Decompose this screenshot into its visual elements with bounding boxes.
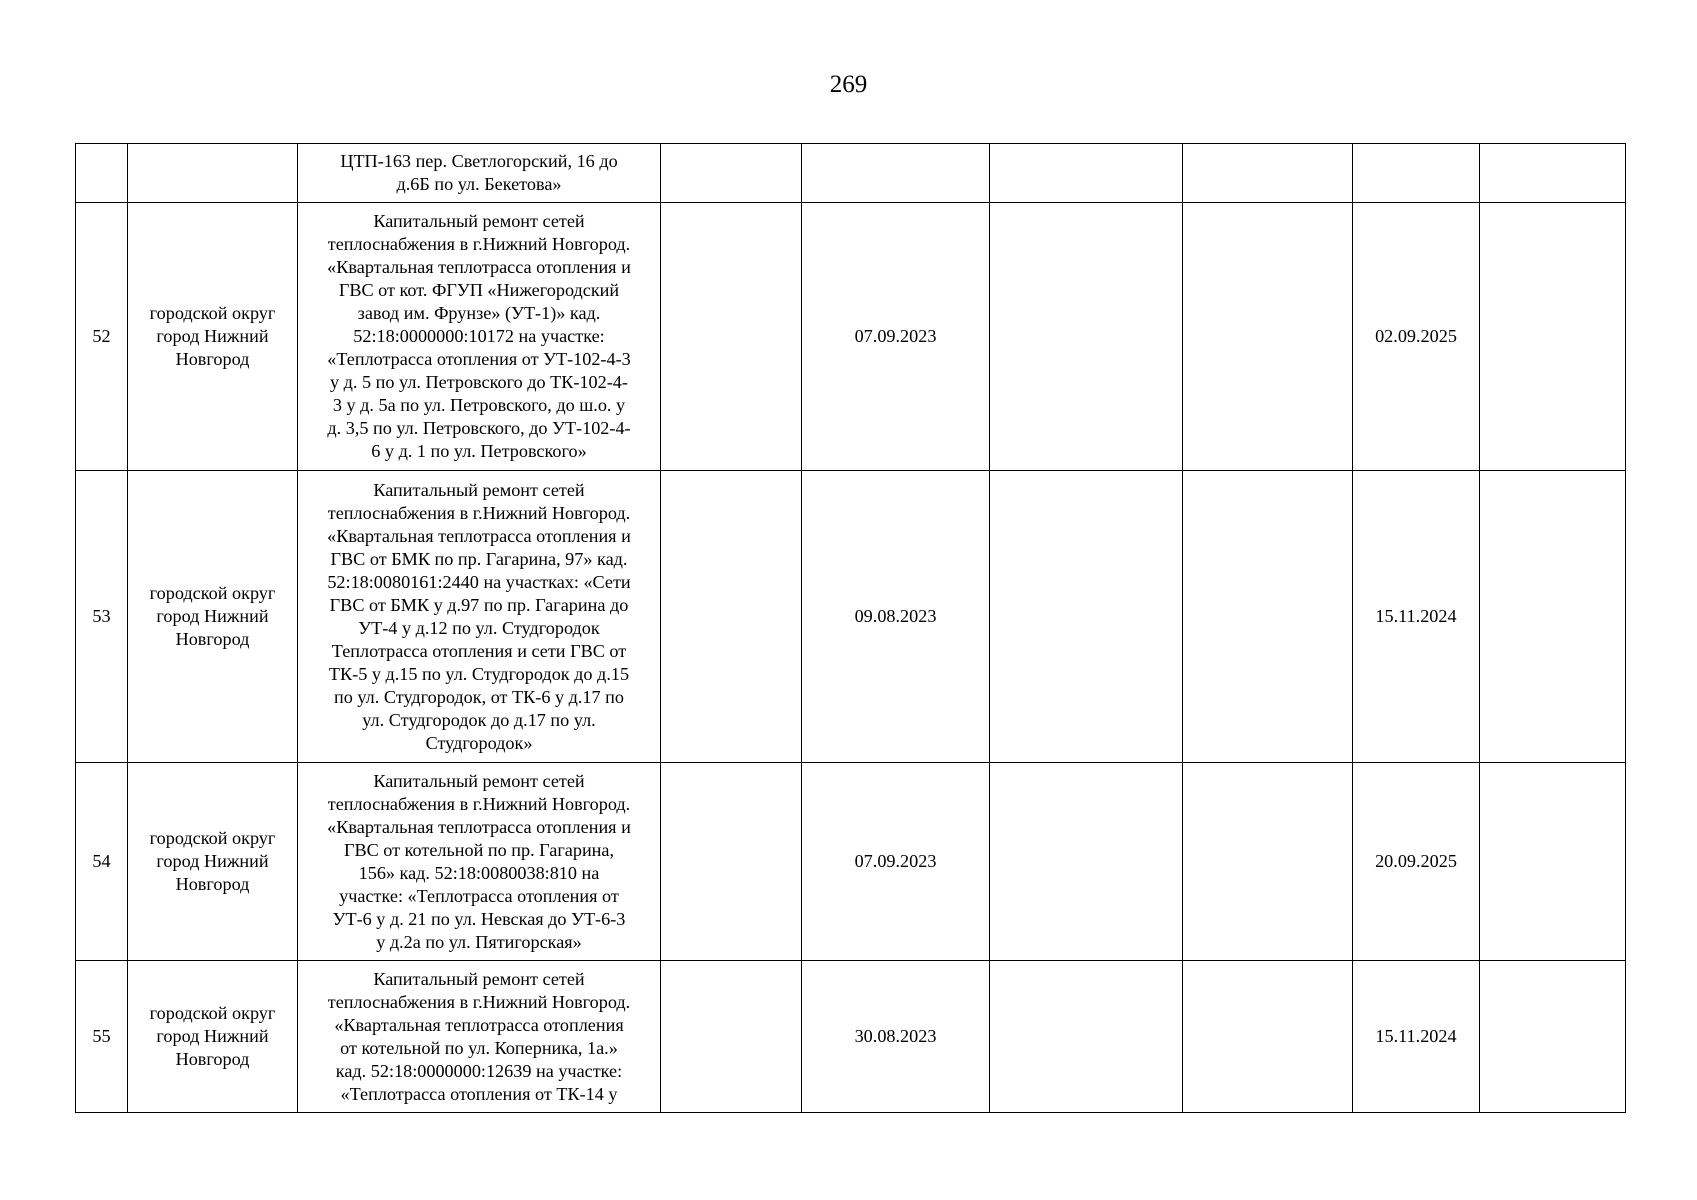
end-date-cell: 15.11.2024 [1353, 471, 1480, 763]
work-description-cell: Капитальный ремонт сетей теплоснабжения в г.Нижний Новгород. «Квартальная теплотрасса отопления и ГВС от котельной по пр. Гагарина, 156» кад. 52:18:0080038:810 на участке: «Теплотрасса отопления от УТ-6 у д. 21 по ул. Невская до УТ-6-3 у д.2а по ул. Пятигорская» [298, 763, 661, 961]
table-row [76, 471, 1626, 763]
start-date-cell: 07.09.2023 [802, 203, 990, 471]
end-date-cell: 02.09.2025 [1353, 203, 1480, 471]
empty-cell [990, 471, 1183, 763]
work-description-cell: ЦТП-163 пер. Светлогорский, 16 до д.6Б по ул. Бекетова» [298, 144, 661, 203]
row-number-cell: 54 [76, 763, 128, 961]
row-number-cell: 55 [76, 961, 128, 1113]
empty-cell [661, 763, 802, 961]
empty-cell [1480, 763, 1626, 961]
empty-cell [1480, 961, 1626, 1113]
empty-cell [1183, 203, 1353, 471]
empty-cell [1183, 961, 1353, 1113]
municipality-cell: городской округ город Нижний Новгород [128, 203, 298, 471]
municipality-cell: городской округ город Нижний Новгород [128, 471, 298, 763]
empty-cell [661, 471, 802, 763]
works-table [75, 143, 1626, 1113]
empty-cell [1480, 471, 1626, 763]
work-description-cell: Капитальный ремонт сетей теплоснабжения в г.Нижний Новгород. «Квартальная теплотрасса отопления и ГВС от БМК по пр. Гагарина, 97» кад. 52:18:0080161:2440 на участках: «Сети ГВС от БМК у д.97 по пр. Гагарина до УТ-4 у д.12 по ул. Студгородок Теплотрасса отопления и сети ГВС от ТК-5 у д.15 по ул. Студгородок до д.15 по ул. Студгородок, от ТК-6 у д.17 по ул. Студгородок до д.17 по ул. Студгородок» [298, 471, 661, 763]
empty-cell [1480, 144, 1626, 203]
empty-cell [661, 203, 802, 471]
start-date-cell [802, 144, 990, 203]
empty-cell [1183, 144, 1353, 203]
empty-cell [661, 144, 802, 203]
table-row [76, 763, 1626, 961]
end-date-cell: 20.09.2025 [1353, 763, 1480, 961]
empty-cell [990, 763, 1183, 961]
row-number-cell: 52 [76, 203, 128, 471]
municipality-cell [128, 144, 298, 203]
empty-cell [1183, 763, 1353, 961]
work-description-cell: Капитальный ремонт сетей теплоснабжения в г.Нижний Новгород. «Квартальная теплотрасса отопления от котельной по ул. Коперника, 1а.» кад. 52:18:0000000:12639 на участке: «Теплотрасса отопления от ТК-14 у [298, 961, 661, 1113]
empty-cell [990, 144, 1183, 203]
table-row [76, 203, 1626, 471]
start-date-cell: 07.09.2023 [802, 763, 990, 961]
municipality-cell: городской округ город Нижний Новгород [128, 961, 298, 1113]
end-date-cell: 15.11.2024 [1353, 961, 1480, 1113]
table-row [76, 144, 1626, 203]
empty-cell [990, 203, 1183, 471]
row-number-cell [76, 144, 128, 203]
empty-cell [661, 961, 802, 1113]
row-number-cell: 53 [76, 471, 128, 763]
table-row [76, 961, 1626, 1113]
work-description-cell: Капитальный ремонт сетей теплоснабжения в г.Нижний Новгород. «Квартальная теплотрасса отопления и ГВС от кот. ФГУП «Нижегородский завод им. Фрунзе» (УТ-1)» кад. 52:18:0000000:10172 на участке: «Теплотрасса отопления от УТ-102-4-3 у д. 5 по ул. Петровского до ТК-102-4- 3 у д. 5а по ул. Петровского, до ш.о. у д. 3,5 по ул. Петровского, до УТ-102-4- 6 у д. 1 по ул. Петровского» [298, 203, 661, 471]
empty-cell [990, 961, 1183, 1113]
start-date-cell: 30.08.2023 [802, 961, 990, 1113]
page-number: 269 [829, 71, 868, 98]
end-date-cell [1353, 144, 1480, 203]
municipality-cell: городской округ город Нижний Новгород [128, 763, 298, 961]
start-date-cell: 09.08.2023 [802, 471, 990, 763]
empty-cell [1183, 471, 1353, 763]
empty-cell [1480, 203, 1626, 471]
